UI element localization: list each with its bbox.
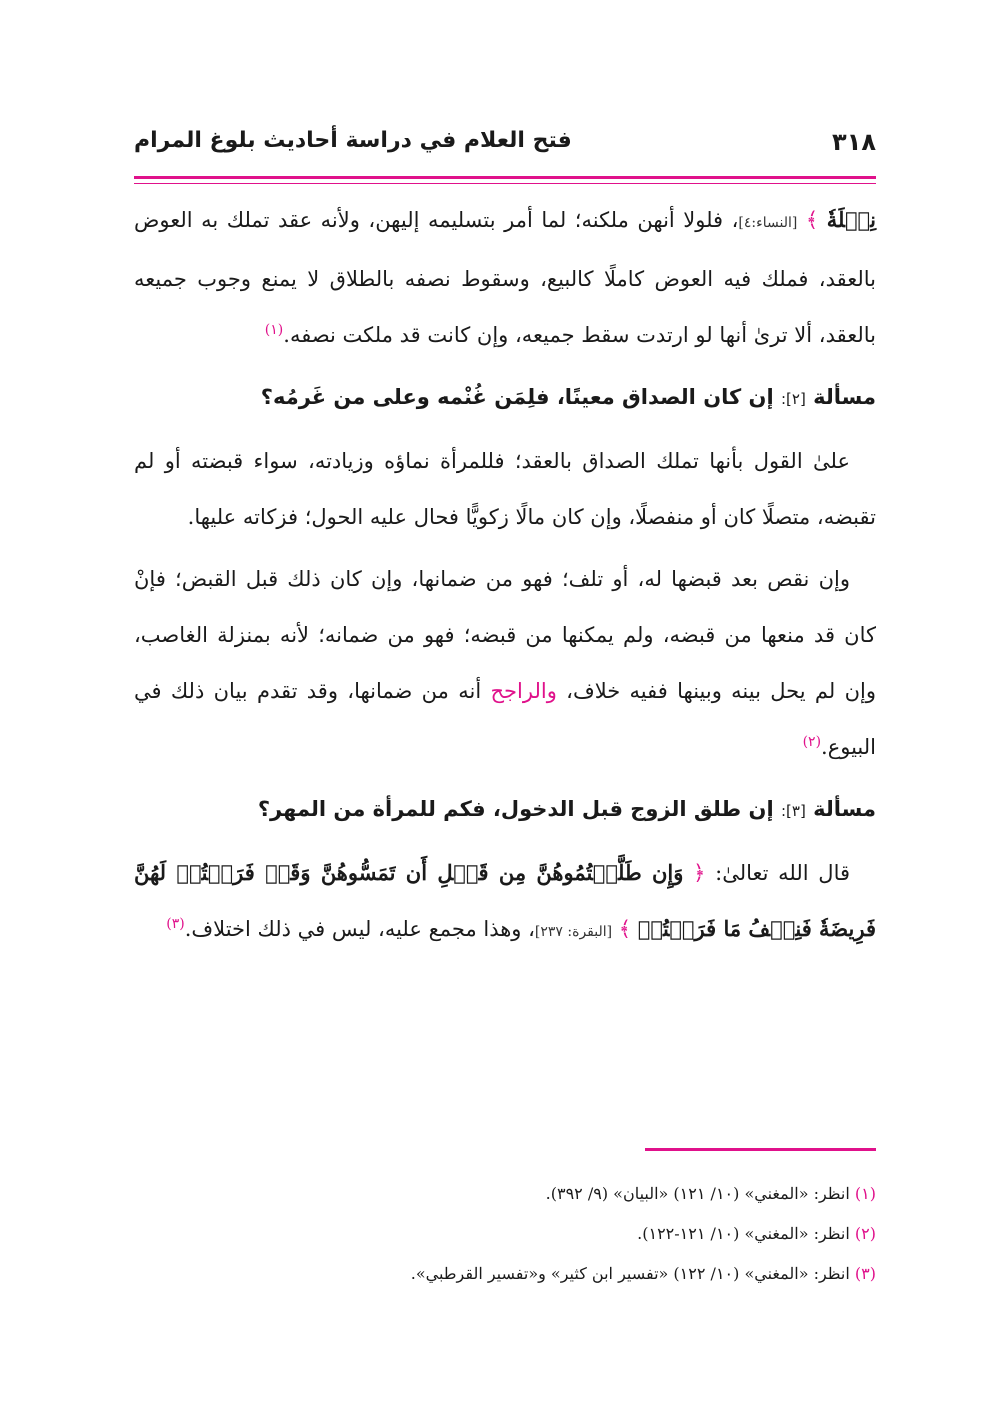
paragraph-1-text: ، فلولا أنهن ملكنه؛ لما أمر بتسليمه إليهن، ولأنه عقد تملك به العوض بالعقد، فملك فيه العوض كاملًا كالبيع، وسقوط نصفه بالطلاق لا يمنع وجوب جميعه بالعقد، ألا ترىٰ أنها لو ارتدت سقط جميعه، وإن كانت قد ملكت نصفه.: [134, 208, 876, 347]
quran-bracket-close-2: ﴾: [618, 917, 632, 941]
paragraph-1: [134, 192, 876, 363]
quran-source-2: [البقرة: ٢٣٧]: [534, 924, 613, 940]
page-header: [134, 128, 876, 168]
quran-verse: وَإِن طَلَّقۡتُمُوهُنَّ مِن قَبۡلِ أَن تَمَسُّوهُنَّ وَقَدۡ فَرَضۡتُمۡ لَهُنَّ فَرِيضَةٗ فَنِصۡفُ مَا فَرَضۡتُمۡ: [134, 860, 876, 941]
book-title: فتح العلام في دراسة أحاديث بلوغ المرام: [134, 128, 572, 153]
quran-bracket-open: ﴿: [693, 861, 706, 885]
paragraph-2: علىٰ القول بأنها تملك الصداق بالعقد؛ فللمرأة نماؤه وزيادته، سواء قبضته أو لم تقبضه، متصلًا كان أو منفصلًا، وإن كان مالًا زكويًّا فحال عليه الحول؛ فزكاته عليها.: [134, 449, 876, 529]
footnote-text: انظر: «المغني» (١٠/ ١٢١) «البيان» (٩/ ٣٩٢).: [545, 1184, 850, 1203]
footnote-separator: [645, 1148, 876, 1151]
footnote-item: [134, 1254, 876, 1294]
main-text: [134, 192, 876, 960]
footnote-text: انظر: «المغني» (١٠/ ١٢١-١٢٢).: [637, 1224, 850, 1243]
header-rule-thin: [134, 183, 876, 184]
header-rule-thick: [134, 176, 876, 179]
paragraph-3-text-before: وإن نقص بعد قبضها له، أو تلف؛ فهو من ضمانها، وإن كان ذلك قبل القبض؛ فإنْ كان قد منعها من قبضه، ولم يمكنها من قبضه؛ فهو من ضمانه؛ لأنه بمنزلة الغاصب، وإن لم يحل بينه وبينها ففيه خلاف،: [134, 567, 876, 703]
footnote-item: [134, 1174, 876, 1214]
paragraph-4-intro: قال الله تعالىٰ:: [705, 861, 850, 885]
footnote-item: [134, 1214, 876, 1254]
paragraph-3: [134, 551, 876, 775]
issue-3-label: مسألة: [813, 797, 876, 821]
footnote-number: (٢): [854, 1224, 876, 1243]
quran-word: نِحۡلَةٗ: [826, 207, 876, 232]
footnote-number: (١): [854, 1184, 876, 1203]
footnote-ref-3[interactable]: (٣): [166, 916, 185, 932]
paragraph-4: [134, 845, 876, 960]
footnote-number: (٣): [854, 1264, 876, 1283]
quran-bracket-close: ﴾: [805, 208, 819, 232]
issue-3-number: [٣]:: [780, 802, 806, 820]
footnote-ref-2[interactable]: (٢): [802, 734, 822, 750]
paragraph-3-text-after: أنه من ضمانها، وقد تقدم بيان ذلك في البيوع.: [134, 679, 876, 759]
issue-2-question: إن كان الصداق معينًا، فلِمَن غُنْمه وعلى من غَرمُه؟: [260, 385, 774, 409]
page-number: ٣١٨: [832, 128, 876, 156]
footnote-text: انظر: «المغني» (١٠/ ١٢٢) «تفسير ابن كثير» و«تفسير القرطبي».: [410, 1264, 850, 1283]
issue-2-number: [٢]:: [780, 390, 806, 408]
footnotes: [134, 1174, 876, 1294]
issue-2-label: مسألة: [813, 385, 876, 409]
footnote-ref-1[interactable]: (١): [264, 322, 284, 338]
issue-2-heading: [134, 369, 876, 427]
issue-3-question: إن طلق الزوج قبل الدخول، فكم للمرأة من المهر؟: [257, 797, 774, 821]
paragraph-4-text: ، وهذا مجمع عليه، ليس في ذلك اختلاف.: [184, 917, 535, 941]
preferred-opinion-highlight: والراجح: [490, 679, 557, 703]
quran-source: [النساء:٤]: [738, 215, 798, 231]
issue-3-heading: [134, 781, 876, 839]
